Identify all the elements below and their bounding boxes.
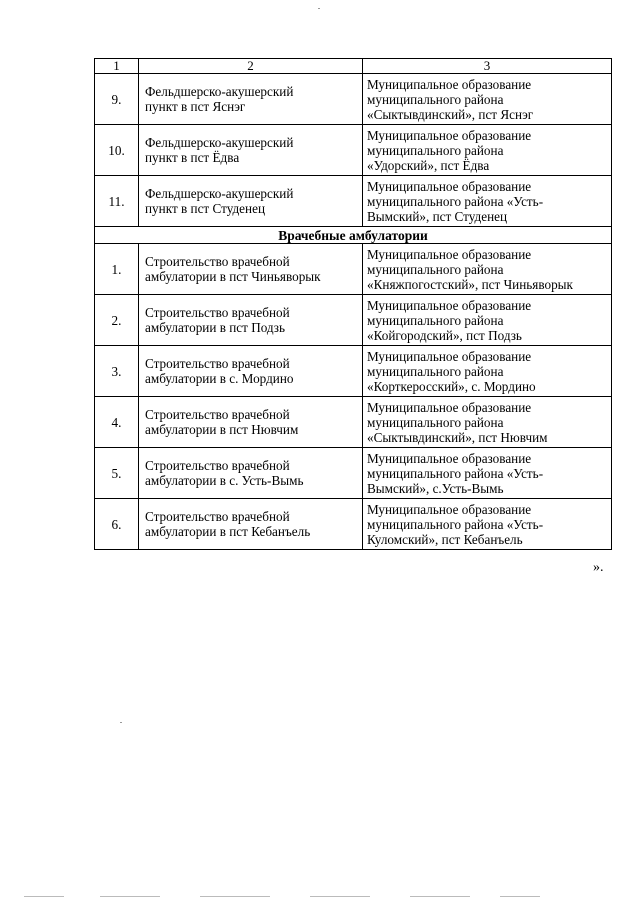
scan-speck <box>120 722 122 723</box>
row-number: 11. <box>95 176 139 227</box>
row-number: 9. <box>95 74 139 125</box>
facility-name: Фельдшерско-акушерский пункт в пст Ёдва <box>145 135 294 165</box>
column-numbers-row <box>95 59 612 74</box>
scan-speck <box>318 8 320 9</box>
row-number: 5. <box>95 448 139 499</box>
facility-name: Фельдшерско-акушерский пункт в пст Яснэг <box>145 84 294 114</box>
scan-edge-line <box>24 896 64 897</box>
facility-name: Строительство врачебной амбулатории в пст Чиньяворык <box>145 254 321 284</box>
closing-quote-mark: ». <box>593 560 604 575</box>
scan-edge-line <box>200 896 270 897</box>
municipality-name: Муниципальное образование муниципального района «Корткеросский», с. Мордино <box>367 348 536 394</box>
scan-edge-line <box>310 896 370 897</box>
column-number-3: 3 <box>363 59 612 74</box>
municipality-name: Муниципальное образование муниципального района «Сыктывдинский», пст Яснэг <box>367 76 534 122</box>
row-number: 2. <box>95 295 139 346</box>
section-row <box>95 227 612 244</box>
table-row <box>95 74 612 125</box>
scan-edge-line <box>500 896 540 897</box>
table-row <box>95 448 612 499</box>
facility-name: Строительство врачебной амбулатории в пст Нювчим <box>145 407 299 437</box>
row-number: 6. <box>95 499 139 550</box>
municipality-name: Муниципальное образование муниципального района «Койгородский», пст Подзь <box>367 297 532 343</box>
table-row <box>95 244 612 295</box>
municipality-name: Муниципальное образование муниципального района «Удорский», пст Ёдва <box>367 127 532 173</box>
row-number: 10. <box>95 125 139 176</box>
row-number: 3. <box>95 346 139 397</box>
section-title: Врачебные амбулатории <box>95 227 612 244</box>
column-number-1: 1 <box>95 59 139 74</box>
municipality-name: Муниципальное образование муниципального района «Усть- Вымский», с.Усть-Вымь <box>367 450 544 496</box>
facility-name: Строительство врачебной амбулатории в пст Подзь <box>145 305 290 335</box>
municipality-name: Муниципальное образование муниципального района «Усть- Вымский», пст Студенец <box>367 178 544 224</box>
table-row <box>95 397 612 448</box>
table-row <box>95 499 612 550</box>
municipality-name: Муниципальное образование муниципального района «Усть- Куломский», пст Кебанъель <box>367 501 544 547</box>
municipality-name: Муниципальное образование муниципального района «Сыктывдинский», пст Нювчим <box>367 399 548 445</box>
facility-name: Строительство врачебной амбулатории в пст Кебанъель <box>145 509 311 539</box>
table-row <box>95 176 612 227</box>
facility-name: Строительство врачебной амбулатории в с. Мордино <box>145 356 294 386</box>
municipality-name: Муниципальное образование муниципального района «Княжпогостский», пст Чиньяворык <box>367 246 573 292</box>
table-row <box>95 125 612 176</box>
row-number: 4. <box>95 397 139 448</box>
facility-name: Фельдшерско-акушерский пункт в пст Студенец <box>145 186 294 216</box>
row-number: 1. <box>95 244 139 295</box>
table-row <box>95 295 612 346</box>
facilities-table <box>94 58 612 550</box>
column-number-2: 2 <box>139 59 363 74</box>
table-row <box>95 346 612 397</box>
scan-edge-line <box>410 896 470 897</box>
scan-edge-line <box>100 896 160 897</box>
facility-name: Строительство врачебной амбулатории в с. Усть-Вымь <box>145 458 304 488</box>
